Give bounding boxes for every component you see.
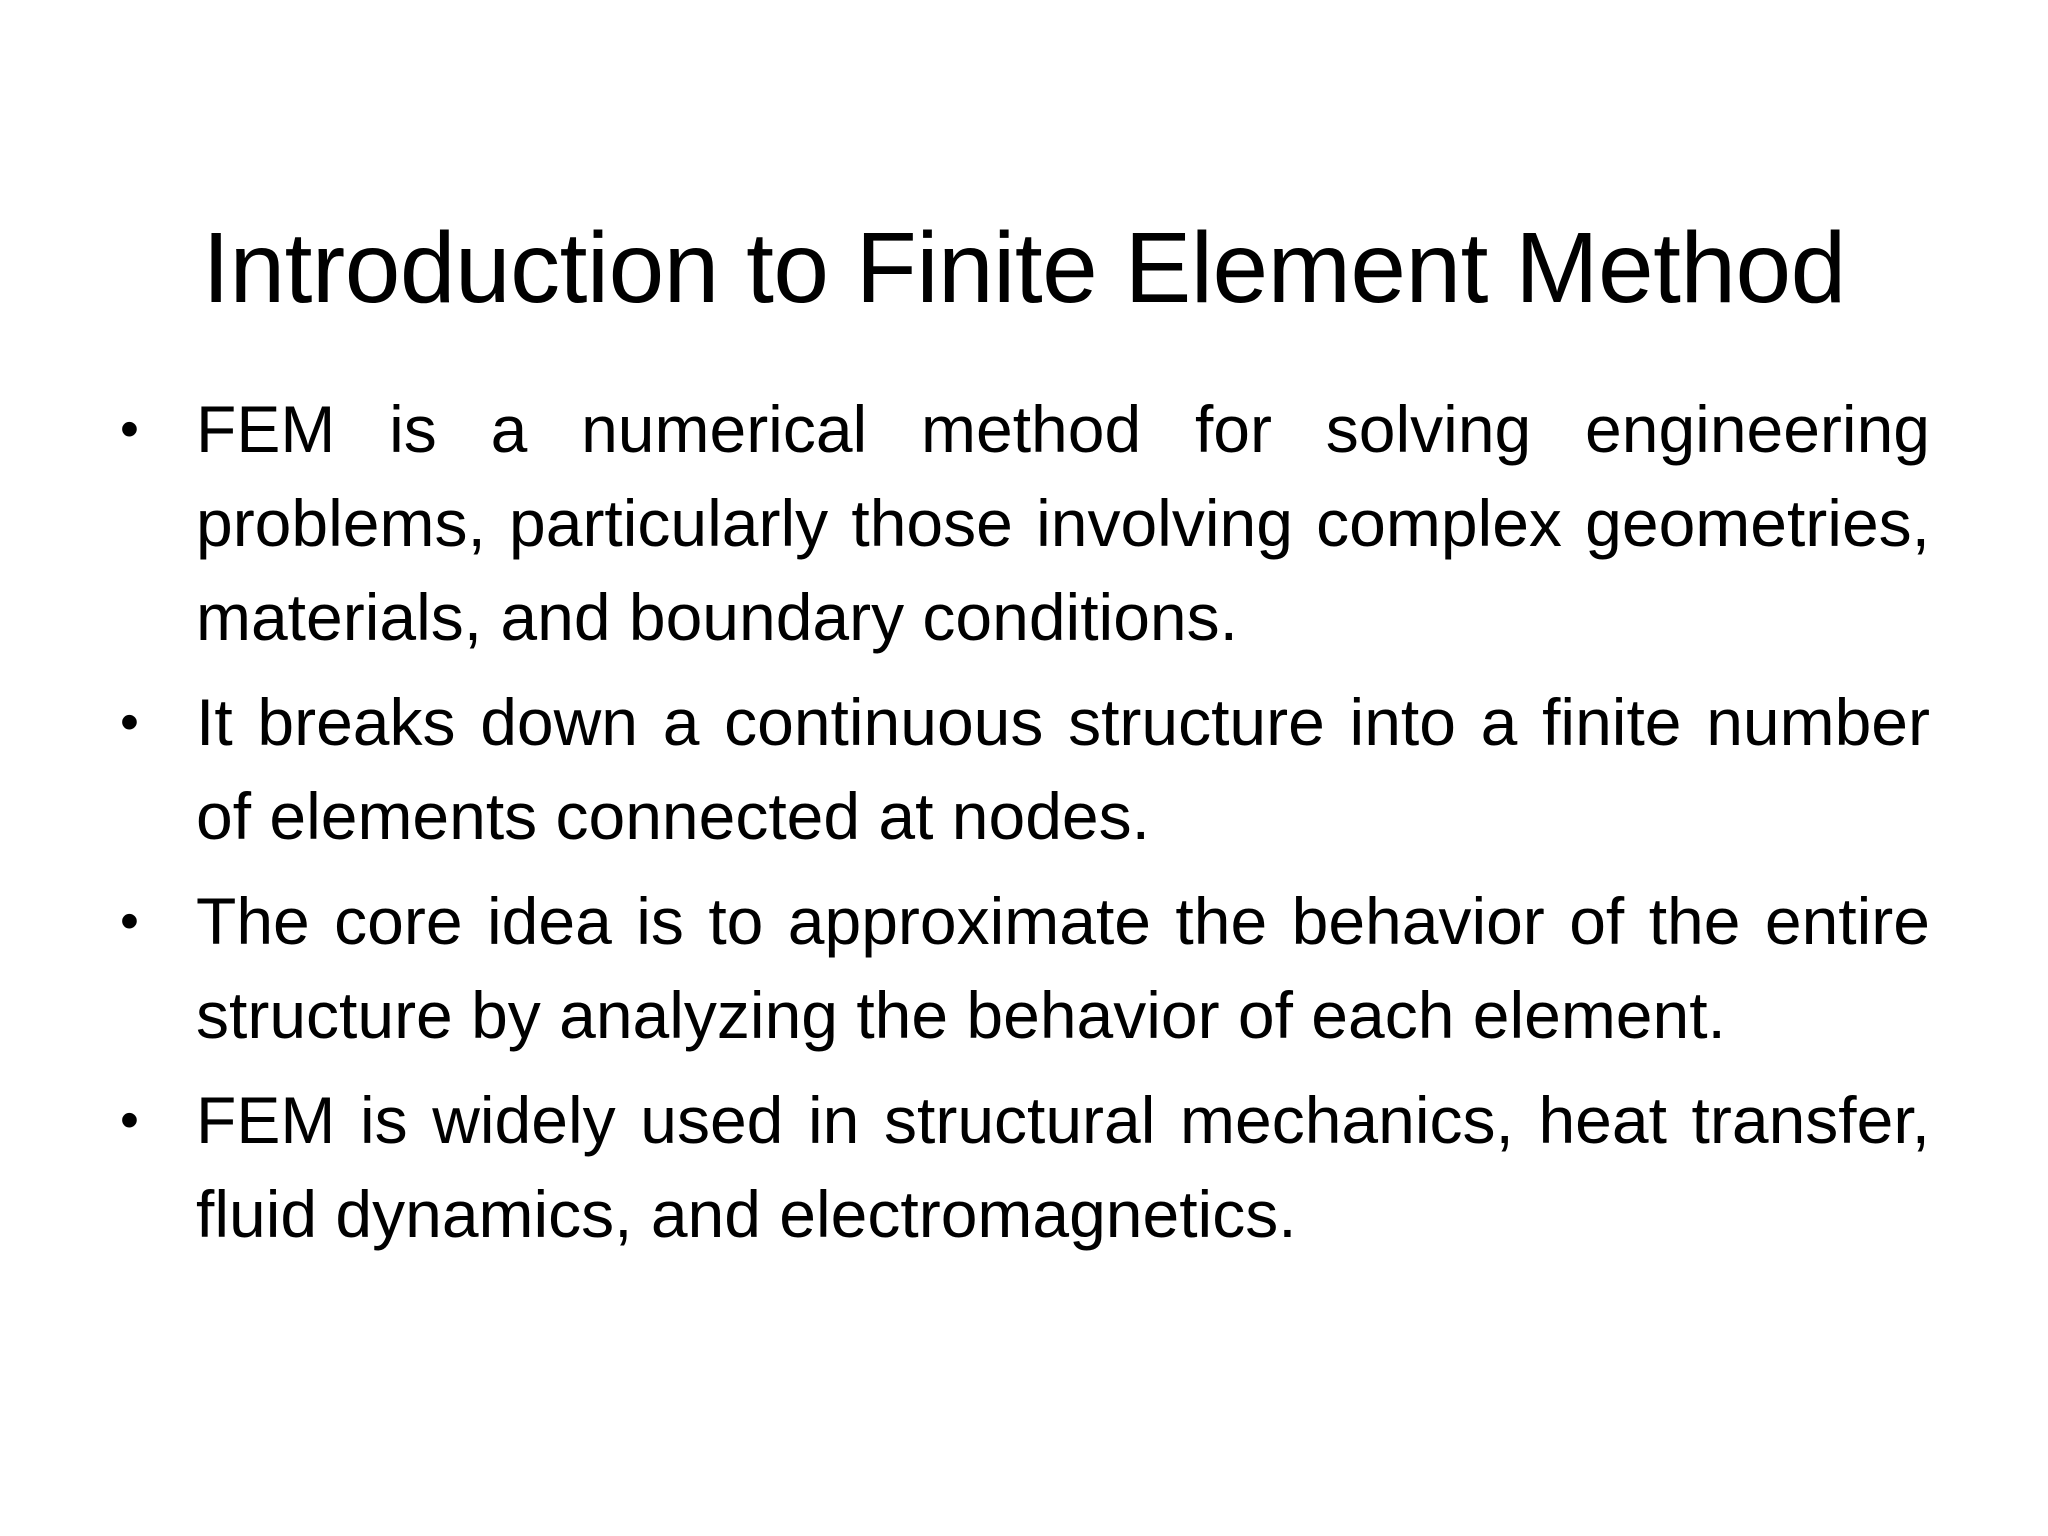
bullet-list [120,382,1930,1272]
bullet-text: The core idea is to approximate the behavior of the entire structure by analyzing the behavior of each element. [196,884,1930,1052]
bullet-icon: • [120,692,139,752]
bullet-text: It breaks down a continuous structure into a finite number of elements connected at nodes. [196,685,1930,853]
bullet-icon: • [120,1090,139,1150]
bullet-item [120,1073,1930,1261]
bullet-item [120,675,1930,863]
bullet-icon: • [120,399,139,459]
bullet-item [120,874,1930,1062]
bullet-text: FEM is a numerical method for solving engineering problems, particularly those involving complex geometries, materials, and boundary conditions. [196,392,1930,654]
slide-title: Introduction to Finite Element Method [202,212,1846,324]
bullet-icon: • [120,891,139,951]
bullet-item [120,382,1930,664]
bullet-text: FEM is widely used in structural mechanics, heat transfer, fluid dynamics, and electromagnetics. [196,1083,1930,1251]
